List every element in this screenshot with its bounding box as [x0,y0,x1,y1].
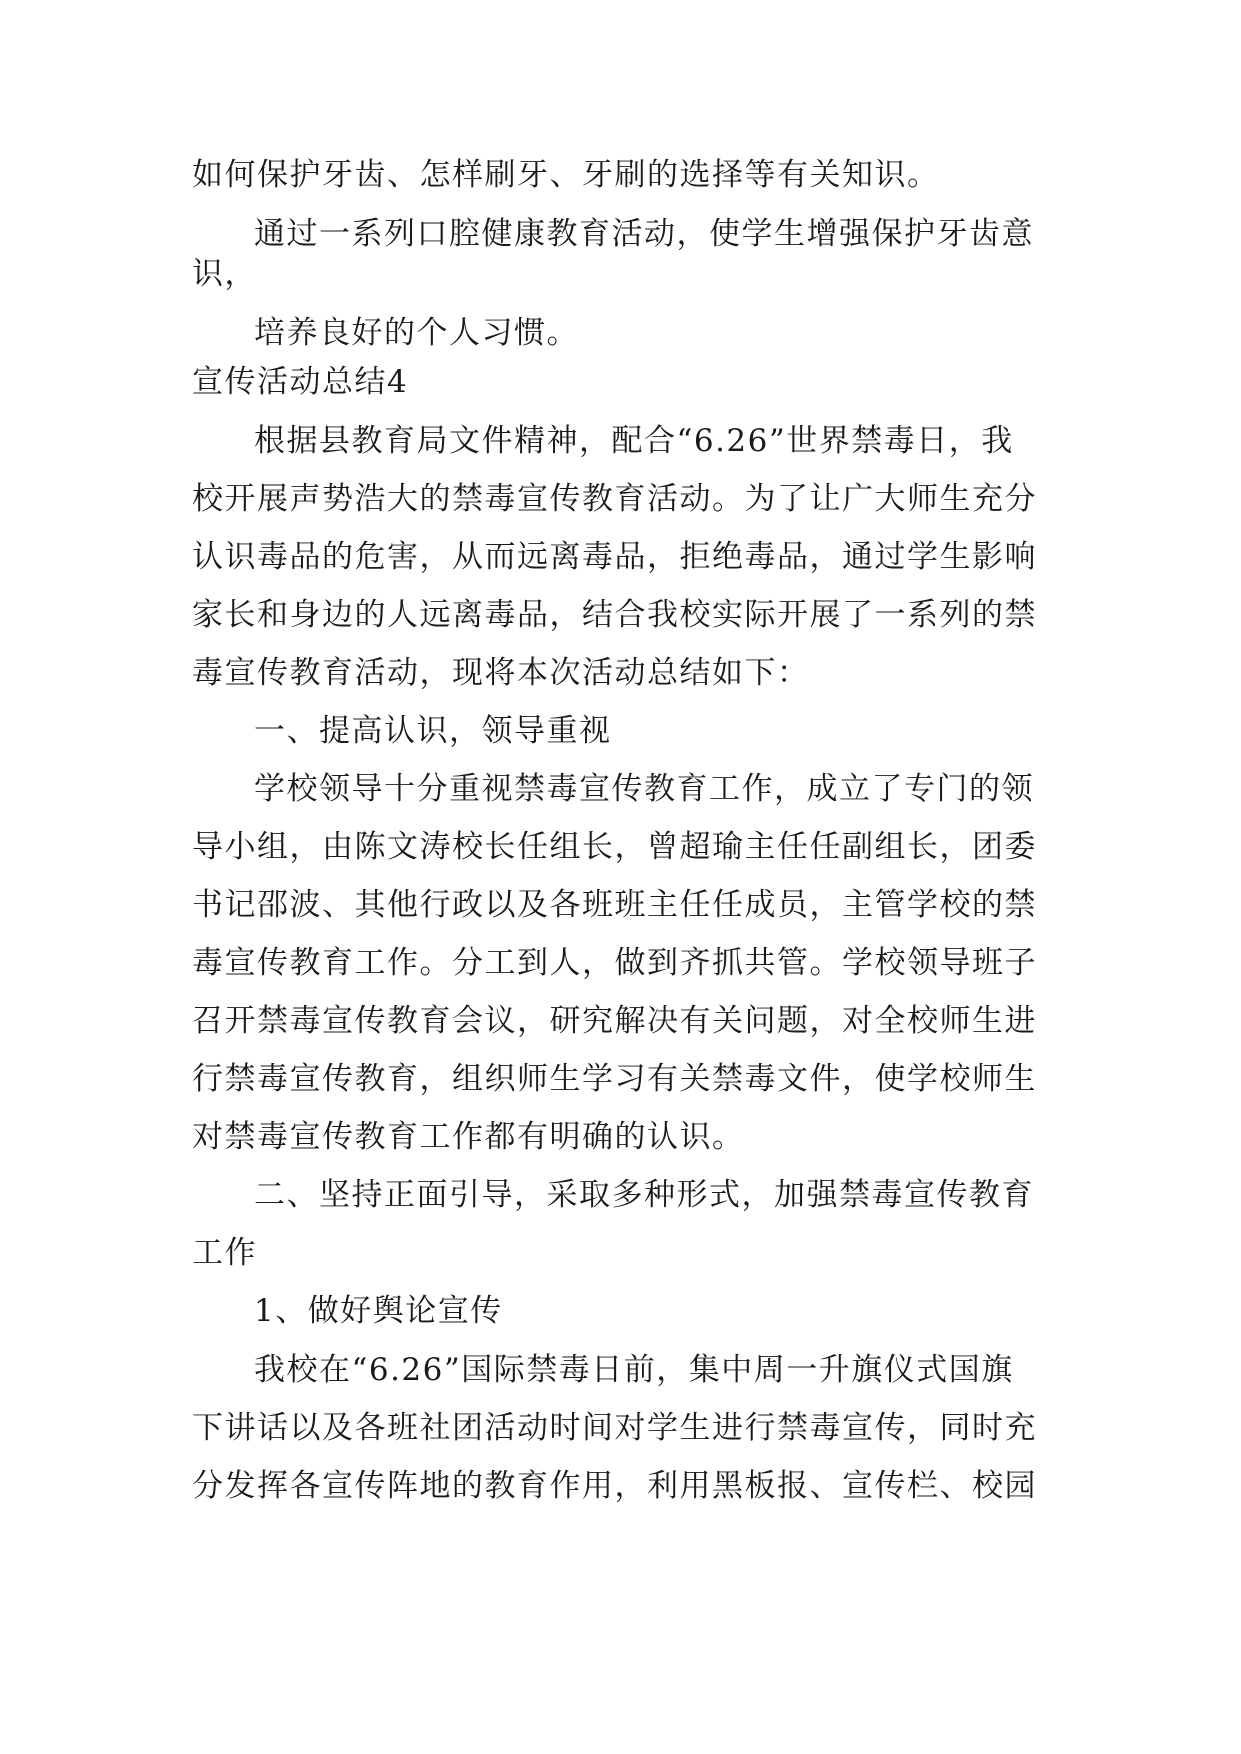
text-line: 家长和身边的人远离毒品，结合我校实际开展了一系列的禁 [192,597,1037,633]
text-line: 导小组，由陈文涛校长任组长，曾超瑜主任任副组长，团委 [192,829,1037,865]
text-line: 下讲话以及各班社团活动时间对学生进行禁毒宣传，同时充 [192,1410,1037,1446]
text-line: 认识毒品的危害，从而远离毒品，拒绝毒品，通过学生影响 [192,539,1037,575]
text-line: 识， [192,256,257,292]
text-line: 分发挥各宣传阵地的教育作用，利用黑板报、宣传栏、校园 [192,1468,1037,1504]
section-heading: 宣传活动总结4 [192,364,409,400]
text-line: 如何保护牙齿、怎样刷牙、牙刷的选择等有关知识。 [192,157,940,193]
text-line: 毒宣传教育工作。分工到人，做到齐抓共管。学校领导班子 [192,945,1037,981]
text-line: 书记邵波、其他行政以及各班班主任任成员，主管学校的禁 [192,887,1037,923]
text-line: 根据县教育局文件精神，配合“6.26”世界禁毒日，我 [254,423,1014,459]
subheading: 一、提高认识，领导重视 [254,713,612,749]
text-line: 校开展声势浩大的禁毒宣传教育活动。为了让广大师生充分 [192,481,1037,517]
text-line: 学校领导十分重视禁毒宣传教育工作，成立了专门的领 [254,771,1034,807]
text-line: 通过一系列口腔健康教育活动，使学生增强保护牙齿意 [254,216,1034,252]
text-line: 我校在“6.26”国际禁毒日前，集中周一升旗仪式国旗 [254,1352,1014,1388]
text-line: 培养良好的个人习惯。 [254,315,579,351]
text-line: 对禁毒宣传教育工作都有明确的认识。 [192,1119,745,1155]
text-line: 召开禁毒宣传教育会议，研究解决有关问题，对全校师生进 [192,1003,1037,1039]
subheading: 二、坚持正面引导，采取多种形式，加强禁毒宣传教育 [254,1177,1034,1213]
text-line: 行禁毒宣传教育，组织师生学习有关禁毒文件，使学校师生 [192,1061,1037,1097]
text-line: 工作 [192,1235,257,1271]
subheading: 1、做好舆论宣传 [254,1293,503,1329]
text-line: 毒宣传教育活动，现将本次活动总结如下： [192,655,810,691]
